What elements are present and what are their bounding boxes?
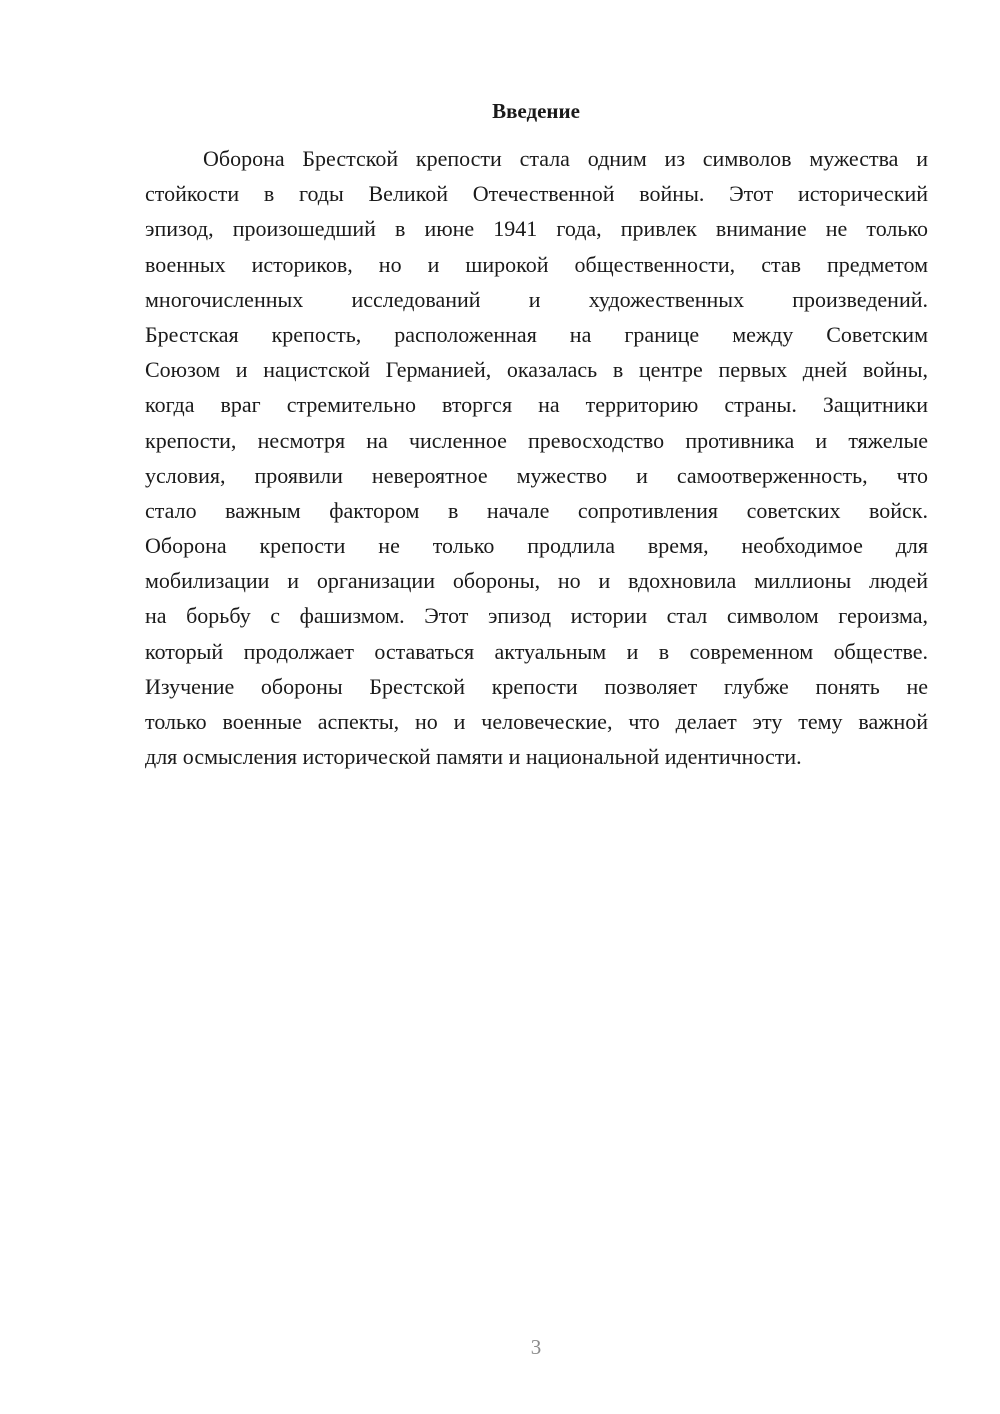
section-heading: Введение xyxy=(492,99,580,123)
paragraph-line: на борьбу с фашизмом. Этот эпизод истории стал символом героизма, xyxy=(145,603,928,629)
paragraph-line: Изучение обороны Брестской крепости позволяет глубже понять не xyxy=(145,673,928,699)
paragraph-line: многочисленных исследований и художественных произведений. xyxy=(145,286,928,312)
paragraph-line: когда враг стремительно вторгся на территорию страны. Защитники xyxy=(145,392,928,418)
paragraph-line: условия, проявили невероятное мужество и самоотверженность, что xyxy=(145,462,928,488)
paragraph-line: мобилизации и организации обороны, но и вдохновила миллионы людей xyxy=(145,568,928,594)
paragraph-line: для осмысления исторической памяти и национальной идентичности. xyxy=(145,744,802,770)
paragraph-line: Оборона Брестской крепости стала одним из символов мужества и xyxy=(203,146,928,171)
page-number: 3 xyxy=(530,1335,542,1359)
paragraph-line: стало важным фактором в начале сопротивления советских войск. xyxy=(145,497,928,523)
paragraph-line: военных историков, но и широкой общественности, став предметом xyxy=(145,251,928,277)
paragraph-line: Союзом и нацистской Германией, оказалась в центре первых дней войны, xyxy=(145,357,928,383)
paragraph-line: эпизод, произошедший в июне 1941 года, привлек внимание не только xyxy=(145,216,928,242)
paragraph-line: только военные аспекты, но и человеческие, что делает эту тему важной xyxy=(145,709,928,734)
introduction-paragraph xyxy=(145,141,928,774)
paragraph-line: Брестская крепость, расположенная на границе между Советским xyxy=(145,321,928,347)
paragraph-line: крепости, несмотря на численное превосходство противника и тяжелые xyxy=(145,427,928,453)
paragraph-line: Оборона крепости не только продлила время, необходимое для xyxy=(145,533,928,559)
paragraph-line: который продолжает оставаться актуальным и в современном обществе. xyxy=(145,638,928,664)
paragraph-line: стойкости в годы Великой Отечественной войны. Этот исторический xyxy=(145,181,928,207)
